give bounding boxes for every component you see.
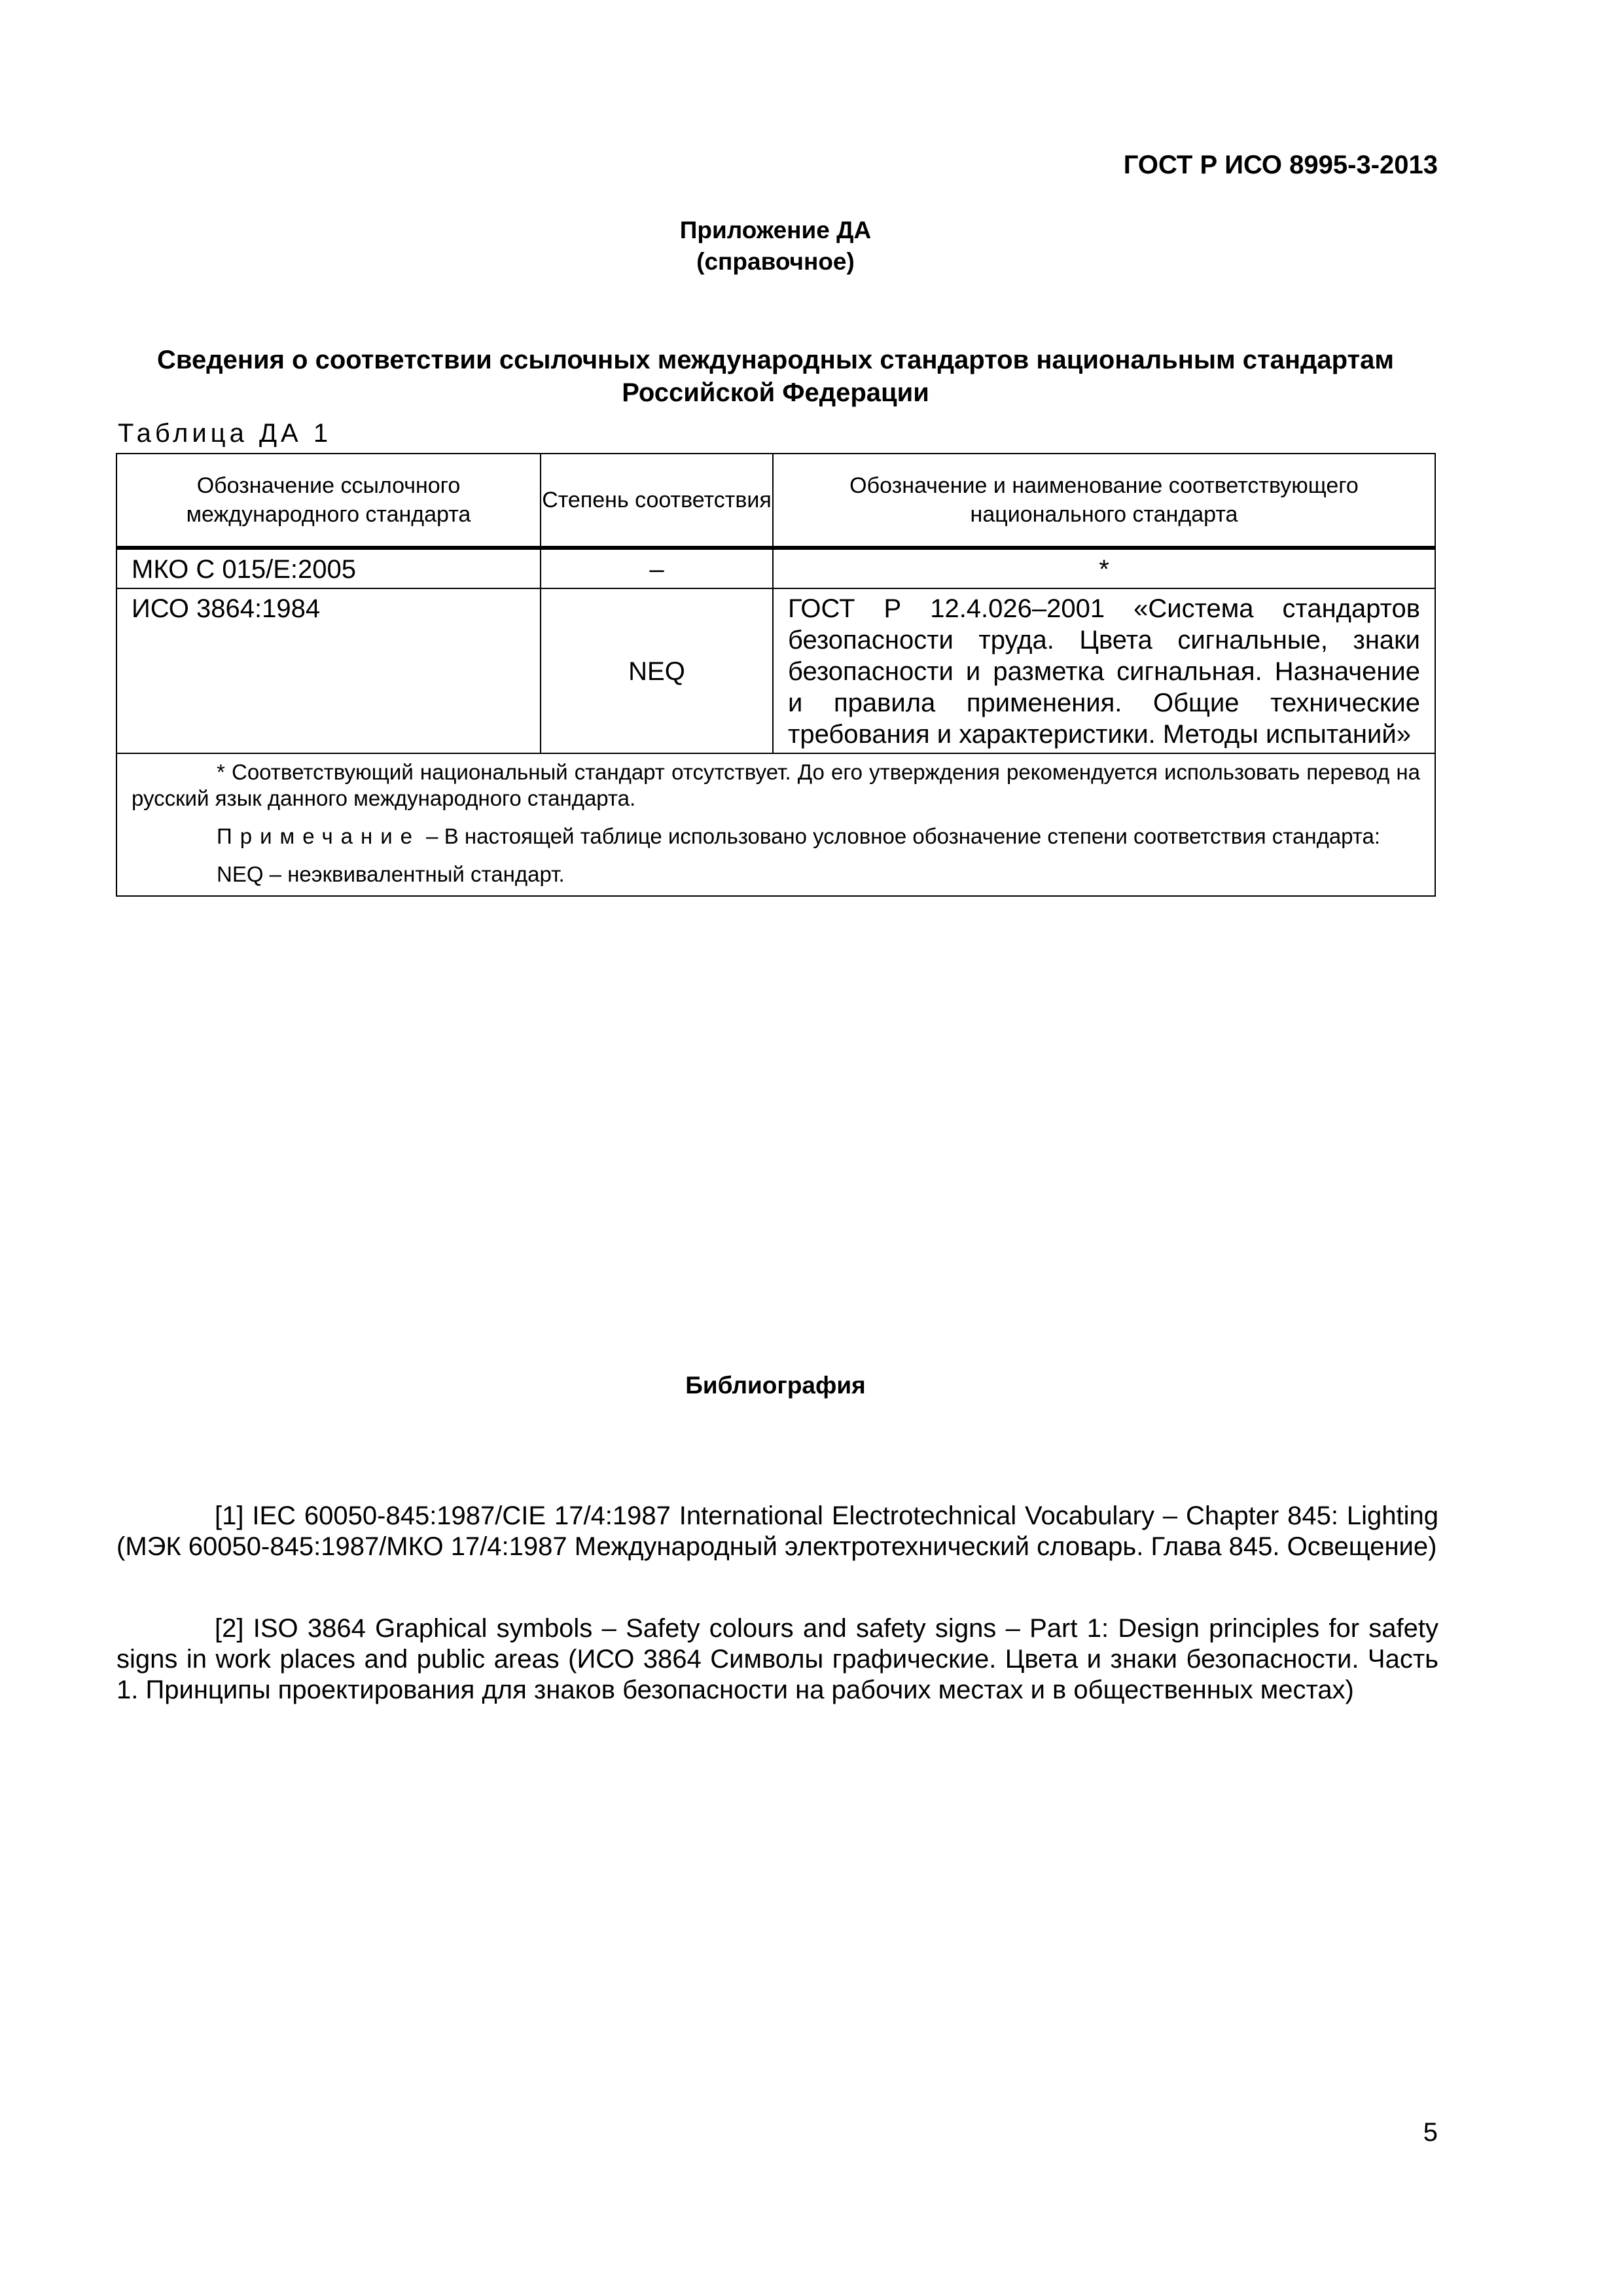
header-national-standard: Обозначение и наименование соответствующего национального стандарта	[773, 454, 1435, 548]
cell-degree: NEQ	[541, 588, 773, 753]
table-row	[116, 548, 1435, 588]
bibliography-title: Библиография	[685, 1372, 866, 1399]
cell-national: ГОСТ Р 12.4.026–2001 «Система стандартов безопасности труда. Цвета сигнальные, знаки безопасности и разметка сигнальная. Назначение и правила применения. Общие технические требования и характеристики. Методы испытаний»	[773, 588, 1435, 753]
bibliography-item: [1] IEC 60050-845:1987/CIE 17/4:1987 International Electrotechnical Vocabulary – Chapter 845: Lighting (МЭК 60050-845:1987/МКО 17/4:1987 Международный электротехнический словарь. Глава 845. Освещение)	[116, 1501, 1438, 1561]
cell-ref: ИСО 3864:1984	[116, 588, 541, 753]
table-footer-row	[116, 753, 1435, 896]
header-ref-standard: Обозначение ссылочного международного стандарта	[116, 454, 541, 548]
cell-ref: МКО С 015/Е:2005	[116, 548, 541, 588]
table-caption: Таблица ДА 1	[118, 419, 332, 448]
table-footnote-cell	[116, 753, 1435, 896]
cell-degree: –	[541, 548, 773, 588]
bibliography-item: [2] ISO 3864 Graphical symbols – Safety colours and safety signs – Part 1: Design principles for safety signs in work places and public areas (ИСО 3864 Символы графические. Цвета и знаки безопасности. Часть 1. Принципы проектирования для знаков безопасности на рабочих местах и в общественных местах)	[116, 1614, 1438, 1704]
cell-national: *	[773, 548, 1435, 588]
note-text: – В настоящей таблице использовано условное обозначение степени соответствия стандарта:	[420, 824, 1381, 848]
table-row	[116, 588, 1435, 753]
table-note	[132, 823, 1420, 850]
annex-title: Приложение ДА	[679, 217, 872, 243]
document-code: ГОСТ Р ИСО 8995-3-2013	[1123, 151, 1438, 179]
table-footnote: * Соответствующий национальный стандарт отсутствует. До его утверждения рекомендуется использовать перевод на русский язык данного международного стандарта.	[132, 760, 1420, 810]
note-item: NEQ – неэквивалентный стандарт.	[217, 862, 565, 886]
annex-subtitle: (справочное)	[696, 248, 855, 275]
section-title: Сведения о соответствии ссылочных международных стандартов национальным стандартам Российской Федерации	[157, 346, 1394, 407]
header-degree: Степень соответствия	[541, 454, 773, 548]
annex-heading	[0, 215, 1551, 278]
note-label: Примечание	[217, 824, 421, 848]
standards-table	[116, 453, 1436, 897]
table-header-row	[116, 454, 1435, 548]
page-number: 5	[1423, 2118, 1438, 2147]
